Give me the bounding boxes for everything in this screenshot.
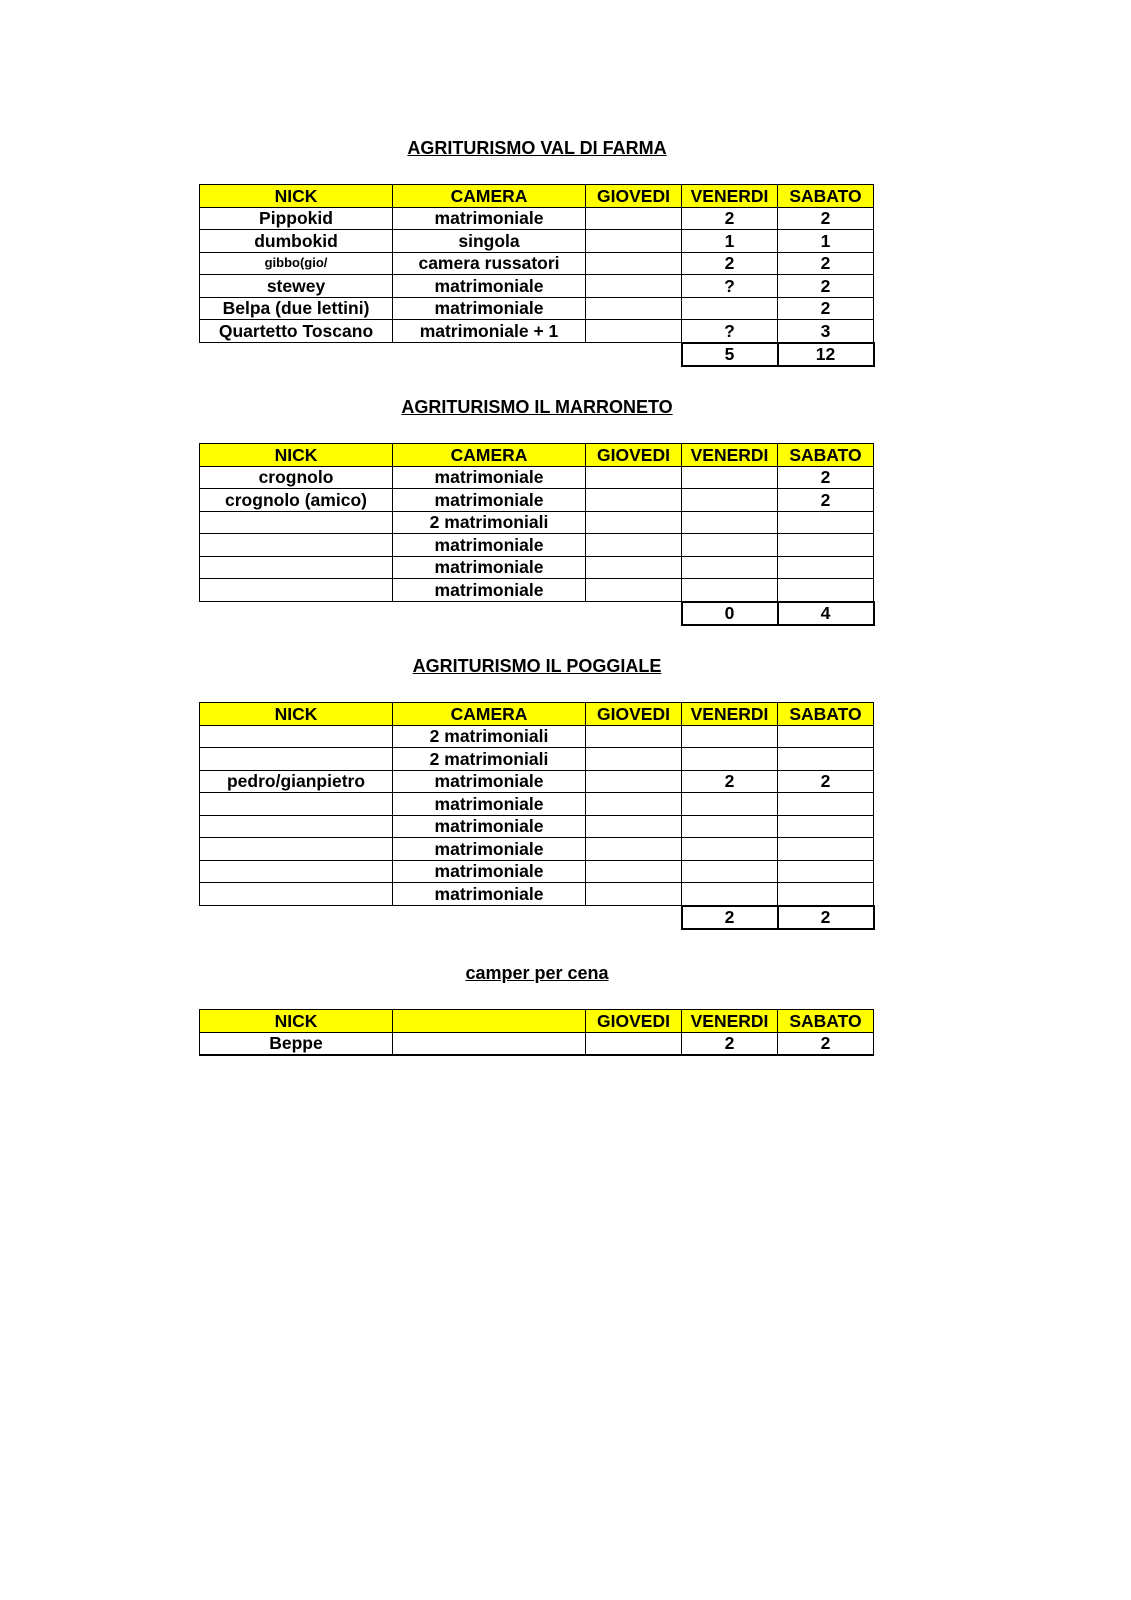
cell-camera: matrimoniale — [393, 489, 586, 512]
cell-venerdi — [682, 860, 778, 883]
cell-venerdi: 2 — [682, 252, 778, 275]
cell-camera — [393, 1032, 586, 1055]
cell-venerdi — [682, 534, 778, 557]
cell-nick — [200, 556, 393, 579]
totals-row — [200, 602, 874, 626]
header-venerdi: VENERDI — [682, 185, 778, 208]
totals-row — [200, 906, 874, 930]
cell-sabato — [778, 511, 874, 534]
cell-sabato: 3 — [778, 320, 874, 343]
header-giovedi: GIOVEDI — [586, 703, 682, 726]
cell-camera: matrimoniale — [393, 815, 586, 838]
table-row — [200, 748, 874, 771]
cell-nick: crognolo — [200, 466, 393, 489]
cell-nick: gibbo(gio/ — [200, 252, 393, 275]
cell-sabato: 2 — [778, 252, 874, 275]
cell-venerdi — [682, 793, 778, 816]
cell-nick: Pippokid — [200, 207, 393, 230]
cell-nick — [200, 883, 393, 906]
cell-camera: matrimoniale — [393, 579, 586, 602]
cell-venerdi — [682, 297, 778, 320]
header-row — [200, 185, 874, 208]
table-row — [200, 793, 874, 816]
cell-giovedi — [586, 207, 682, 230]
header-nick: NICK — [200, 444, 393, 467]
cell-nick — [200, 725, 393, 748]
cell-venerdi: 1 — [682, 230, 778, 253]
cell-camera: matrimoniale — [393, 770, 586, 793]
cell-venerdi — [682, 748, 778, 771]
table-row — [200, 725, 874, 748]
cell-camera: 2 matrimoniali — [393, 725, 586, 748]
header-venerdi: VENERDI — [682, 1010, 778, 1033]
cell-giovedi — [586, 556, 682, 579]
cell-venerdi: ? — [682, 275, 778, 298]
cell-camera: matrimoniale — [393, 838, 586, 861]
header-venerdi: VENERDI — [682, 444, 778, 467]
cell-sabato: 1 — [778, 230, 874, 253]
cell-nick: pedro/gianpietro — [200, 770, 393, 793]
cell-camera: matrimoniale — [393, 860, 586, 883]
cell-sabato — [778, 579, 874, 602]
cell-nick: Belpa (due lettini) — [200, 297, 393, 320]
cell-venerdi: 2 — [682, 207, 778, 230]
cell-giovedi — [586, 838, 682, 861]
cell-camera: matrimoniale — [393, 207, 586, 230]
table-row — [200, 320, 874, 343]
cell-sabato: 2 — [778, 489, 874, 512]
cell-nick — [200, 511, 393, 534]
cell-nick — [200, 838, 393, 861]
cell-sabato: 2 — [778, 466, 874, 489]
table-row — [200, 275, 874, 298]
cell-venerdi — [682, 815, 778, 838]
cell-sabato — [778, 860, 874, 883]
cell-venerdi — [682, 838, 778, 861]
total-sabato: 4 — [778, 602, 874, 626]
cell-giovedi — [586, 297, 682, 320]
header-nick: NICK — [200, 703, 393, 726]
header-row — [200, 1010, 874, 1033]
header-row — [200, 703, 874, 726]
cell-venerdi — [682, 579, 778, 602]
cell-nick: Quartetto Toscano — [200, 320, 393, 343]
total-sabato: 12 — [778, 343, 874, 367]
table-row — [200, 579, 874, 602]
cell-nick: Beppe — [200, 1032, 393, 1055]
cell-nick — [200, 860, 393, 883]
cell-giovedi — [586, 748, 682, 771]
total-venerdi: 0 — [682, 602, 778, 626]
cell-sabato: 2 — [778, 275, 874, 298]
cell-giovedi — [586, 793, 682, 816]
cell-venerdi: ? — [682, 320, 778, 343]
totals-row — [200, 343, 874, 367]
table-row — [200, 511, 874, 534]
table-row — [200, 230, 874, 253]
cell-nick: dumbokid — [200, 230, 393, 253]
cell-camera: camera russatori — [393, 252, 586, 275]
header-camera: CAMERA — [393, 703, 586, 726]
cell-camera: matrimoniale — [393, 297, 586, 320]
cell-sabato — [778, 883, 874, 906]
cell-nick — [200, 748, 393, 771]
table-row — [200, 297, 874, 320]
cell-sabato: 2 — [778, 297, 874, 320]
cell-camera: 2 matrimoniali — [393, 748, 586, 771]
total-venerdi: 5 — [682, 343, 778, 367]
cell-giovedi — [586, 534, 682, 557]
table-row — [200, 860, 874, 883]
table-il-marroneto — [199, 443, 875, 626]
cell-giovedi — [586, 883, 682, 906]
cell-giovedi — [586, 815, 682, 838]
cell-camera: singola — [393, 230, 586, 253]
header-giovedi: GIOVEDI — [586, 1010, 682, 1033]
header-camera: CAMERA — [393, 444, 586, 467]
cell-camera: matrimoniale — [393, 534, 586, 557]
header-camera — [393, 1010, 586, 1033]
cell-nick — [200, 579, 393, 602]
header-nick: NICK — [200, 185, 393, 208]
cell-giovedi — [586, 860, 682, 883]
cell-sabato — [778, 838, 874, 861]
cell-venerdi: 2 — [682, 1032, 778, 1055]
section-title-il-marroneto: AGRITURISMO IL MARRONETO — [401, 397, 673, 417]
cell-camera: matrimoniale + 1 — [393, 320, 586, 343]
cell-camera: matrimoniale — [393, 275, 586, 298]
header-sabato: SABATO — [778, 444, 874, 467]
cell-sabato — [778, 748, 874, 771]
cell-camera: matrimoniale — [393, 883, 586, 906]
table-camper-per-cena — [199, 1009, 874, 1056]
cell-nick — [200, 793, 393, 816]
cell-venerdi — [682, 556, 778, 579]
header-venerdi: VENERDI — [682, 703, 778, 726]
header-nick: NICK — [200, 1010, 393, 1033]
cell-giovedi — [586, 466, 682, 489]
cell-nick: crognolo (amico) — [200, 489, 393, 512]
table-row — [200, 534, 874, 557]
cell-giovedi — [586, 320, 682, 343]
table-row — [200, 883, 874, 906]
header-sabato: SABATO — [778, 703, 874, 726]
header-giovedi: GIOVEDI — [586, 444, 682, 467]
cell-sabato — [778, 534, 874, 557]
cell-giovedi — [586, 579, 682, 602]
cell-venerdi — [682, 511, 778, 534]
table-row — [200, 207, 874, 230]
cell-camera: matrimoniale — [393, 793, 586, 816]
section-title-il-poggiale: AGRITURISMO IL POGGIALE — [412, 656, 662, 676]
cell-venerdi — [682, 725, 778, 748]
total-sabato: 2 — [778, 906, 874, 930]
header-sabato: SABATO — [778, 1010, 874, 1033]
cell-camera: matrimoniale — [393, 466, 586, 489]
table-row — [200, 489, 874, 512]
cell-sabato — [778, 725, 874, 748]
cell-camera: matrimoniale — [393, 556, 586, 579]
cell-giovedi — [586, 230, 682, 253]
cell-giovedi — [586, 725, 682, 748]
table-val-di-farma — [199, 184, 875, 367]
table-row — [200, 252, 874, 275]
cell-sabato: 2 — [778, 207, 874, 230]
cell-giovedi — [586, 1032, 682, 1055]
section-title-val-di-farma: AGRITURISMO VAL DI FARMA — [407, 138, 667, 158]
table-row — [200, 556, 874, 579]
section-title-camper-per-cena: camper per cena — [465, 963, 609, 983]
header-camera: CAMERA — [393, 185, 586, 208]
cell-sabato — [778, 815, 874, 838]
cell-sabato: 2 — [778, 1032, 874, 1055]
cell-giovedi — [586, 275, 682, 298]
cell-giovedi — [586, 252, 682, 275]
cell-sabato — [778, 556, 874, 579]
cell-giovedi — [586, 489, 682, 512]
header-giovedi: GIOVEDI — [586, 185, 682, 208]
cell-venerdi: 2 — [682, 770, 778, 793]
cell-nick — [200, 815, 393, 838]
cell-nick: stewey — [200, 275, 393, 298]
table-row — [200, 466, 874, 489]
cell-giovedi — [586, 511, 682, 534]
table-row — [200, 815, 874, 838]
cell-venerdi — [682, 489, 778, 512]
table-row — [200, 770, 874, 793]
table-row — [200, 838, 874, 861]
total-venerdi: 2 — [682, 906, 778, 930]
cell-venerdi — [682, 883, 778, 906]
cell-sabato: 2 — [778, 770, 874, 793]
header-row — [200, 444, 874, 467]
table-row — [200, 1032, 874, 1055]
cell-nick — [200, 534, 393, 557]
header-sabato: SABATO — [778, 185, 874, 208]
table-il-poggiale — [199, 702, 875, 930]
cell-giovedi — [586, 770, 682, 793]
cell-sabato — [778, 793, 874, 816]
cell-venerdi — [682, 466, 778, 489]
cell-camera: 2 matrimoniali — [393, 511, 586, 534]
